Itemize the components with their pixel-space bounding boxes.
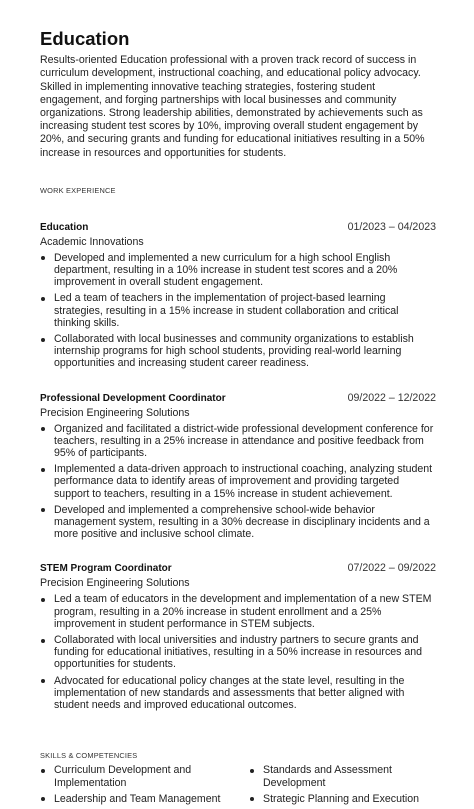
list-item: Collaborated with local universities and industry partners to secure grants and funding for educational initiatives, resulting in a 50% increase in resources and opportunities for students.: [40, 634, 436, 671]
list-item: Led a team of educators in the development and implementation of a new STEM program, resulting in a 20% increase in student enrollment and a 25% improvement in student performance in STEM subjects.: [40, 593, 436, 630]
job-bullets: [40, 423, 436, 541]
job-company: Precision Engineering Solutions: [40, 577, 190, 590]
skill-item: Curriculum Development and Implementation: [40, 764, 235, 788]
job-header: [40, 392, 436, 404]
job-company: Academic Innovations: [40, 235, 144, 248]
job-entry: [40, 392, 436, 541]
page-title: Education: [40, 28, 130, 49]
work-experience-heading: WORK EXPERIENCE: [40, 185, 116, 195]
job-bullets: [40, 252, 436, 370]
list-item: Developed and implemented a comprehensive school-wide behavior management system, resulting in a 30% decrease in disciplinary incidents and a more positive and inclusive school climate.: [40, 504, 436, 541]
skill-item: Strategic Planning and Execution: [249, 793, 444, 805]
list-item: Led a team of teachers in the implementation of project-based learning strategies, resulting in a 15% increase in student collaboration and critical thinking skills.: [40, 292, 436, 329]
list-item: Implemented a data-driven approach to instructional coaching, analyzing student performance data to identify areas of improvement and providing targeted support to teachers, resulting in a 15% increase in student achievement.: [40, 463, 436, 500]
skills-heading: SKILLS & COMPETENCIES: [40, 751, 138, 761]
skill-item: Leadership and Team Management: [40, 793, 235, 805]
summary-text: Results-oriented Education professional with a proven track record of success in curriculum development, instructional coaching, and educational policy advocacy. Skilled in implementing innovative teaching strategies, fostering student engagement, and forging partnerships with local businesses and community organizations. Strong leadership abilities, demonstrated by achievements such as increasing student test scores by 10%, improving overall student engagement by 20%, and securing grants and funding for educational initiatives resulting in a 50% increase in resources and opportunities for students.: [40, 54, 425, 159]
skill-item: Standards and Assessment Development: [249, 764, 444, 788]
job-header: [40, 562, 436, 574]
job-company: Precision Engineering Solutions: [40, 406, 190, 419]
list-item: Organized and facilitated a district-wide professional development conference for teachers, resulting in a 25% increase in attendance and positive feedback from 95% of participants.: [40, 423, 436, 460]
job-title: Education: [40, 221, 89, 233]
list-item: Collaborated with local businesses and community organizations to establish internship programs for high school students, providing real-world learning opportunities and increasing student career readiness.: [40, 333, 436, 370]
skills-list: [40, 764, 436, 809]
list-item: Advocated for educational policy changes at the state level, resulting in the implementation of new standards and assessments that better aligned with student needs and improved educational outcomes.: [40, 675, 436, 712]
job-dates: 01/2023 – 04/2023: [347, 220, 436, 233]
job-title: STEM Program Coordinator: [40, 563, 172, 575]
list-item: Developed and implemented a new curriculum for a high school English department, resulting in a 10% increase in student test scores and a 20% improvement in overall student engagement.: [40, 252, 436, 289]
job-header: [40, 221, 436, 233]
job-dates: 07/2022 – 09/2022: [347, 562, 436, 575]
job-entry: [40, 221, 436, 370]
job-entry: [40, 562, 436, 711]
job-dates: 09/2022 – 12/2022: [347, 391, 436, 404]
job-title: Professional Development Coordinator: [40, 392, 226, 404]
job-bullets: [40, 593, 436, 711]
